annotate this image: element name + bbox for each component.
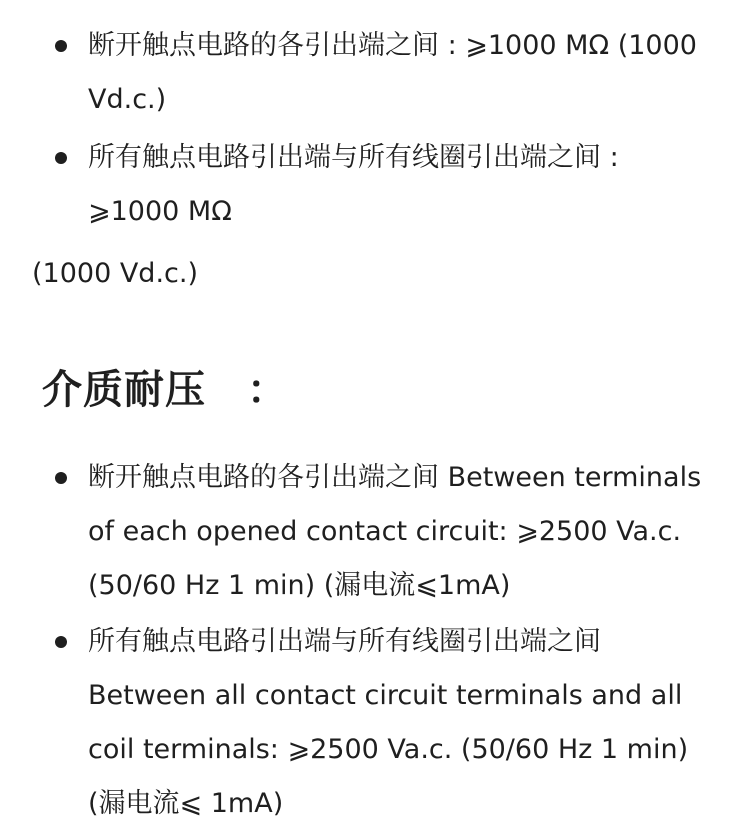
list-item-text: 所有触点电路引出端与所有线圈引出端之间 Between all contact circuit terminals and all coil terminals: ⩾2500 Va.c. (50/60 Hz 1 min) (漏电流⩽ 1mA) [88,626,689,819]
list-item-text: 断开触点电路的各引出端之间 : ⩾1000 MΩ (1000 Vd.c.) [88,30,697,115]
list-item-text: 断开触点电路的各引出端之间 Between terminals of each opened contact circuit: ⩾2500 Va.c. (50/60 Hz 1 min) (漏电流⩽1mA) [88,462,702,601]
bullet-dot-icon [55,152,67,164]
section-heading: 介质耐压 ： [42,367,288,413]
bullet-dot-icon [55,472,67,484]
bullet-dot-icon [55,40,67,52]
list-item [0,615,750,831]
list-item [0,19,750,127]
insulation-note: (1000 Vd.c.) [32,258,198,289]
list-item [0,131,750,239]
list-item-text: 所有触点电路引出端与所有线圈引出端之间 : ⩾1000 MΩ [88,142,619,227]
list-item [0,451,750,613]
bullet-dot-icon [55,636,67,648]
dielectric-strength-list [0,451,750,831]
insulation-resistance-list [0,19,750,239]
